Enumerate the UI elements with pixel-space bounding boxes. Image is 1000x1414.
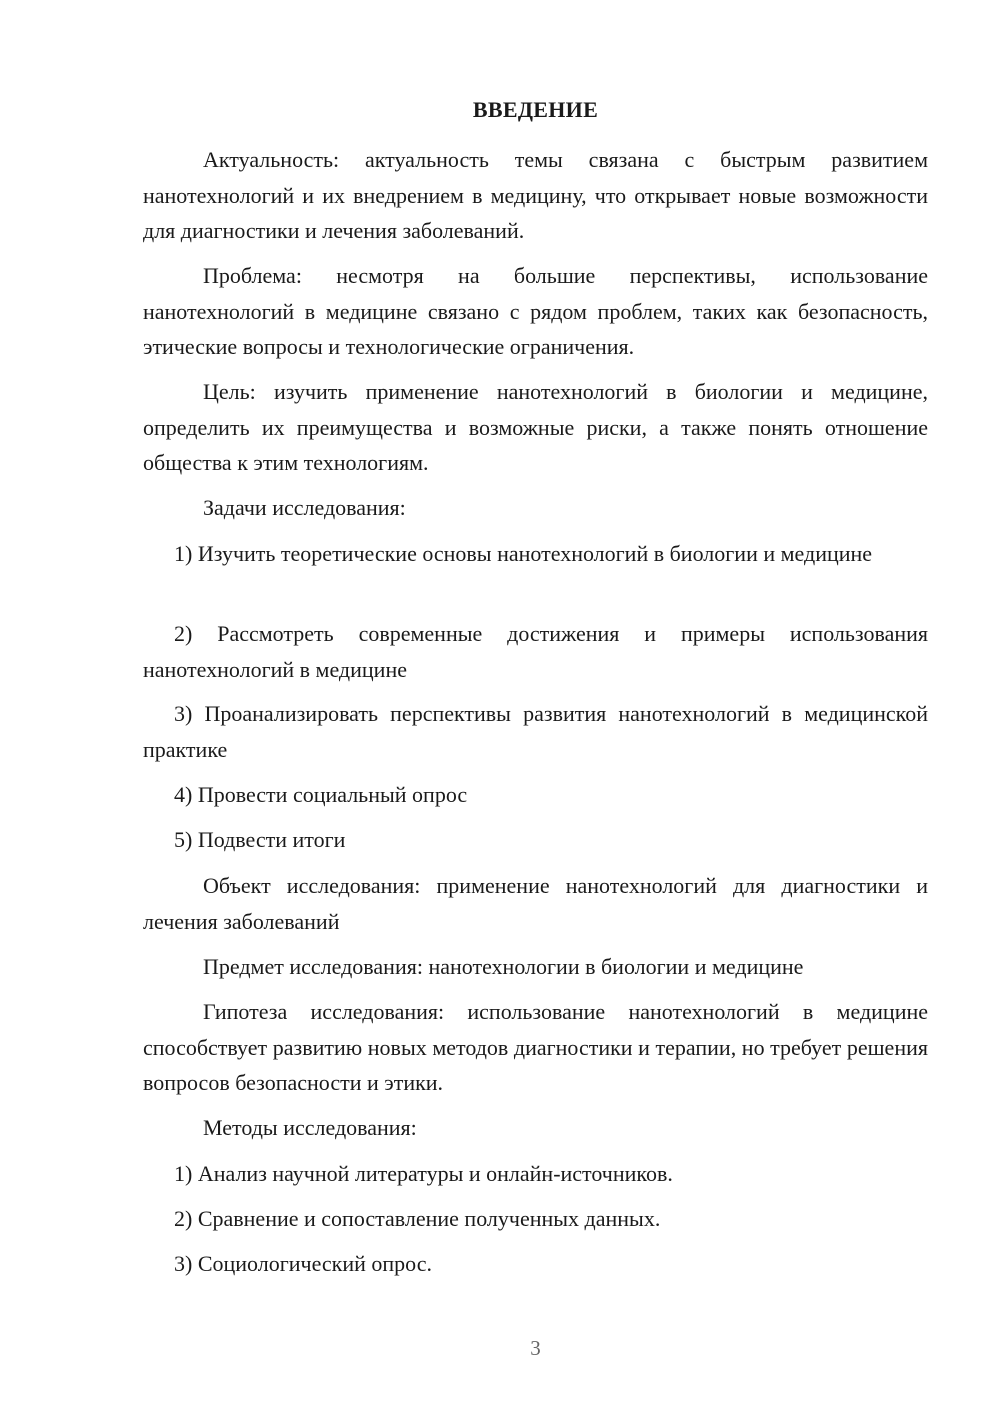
task-item: 3) Проанализировать перспективы развития нанотехнологий в медицинской практике (143, 701, 928, 762)
goal-paragraph: Цель: изучить применение нанотехнологий в биологии и медицине, определить их преимущества и возможные риски, а также понять отношение общества к этим технологиям. (143, 379, 928, 475)
object-paragraph: Объект исследования: применение нанотехнологий для диагностики и лечения заболеваний (143, 873, 928, 934)
problem-paragraph: Проблема: несмотря на большие перспективы, использование нанотехнологий в медицине связано с рядом проблем, таких как безопасность, этические вопросы и технологические ограничения. (143, 263, 928, 359)
method-item: 2) Сравнение и сопоставление полученных данных. (174, 1206, 661, 1231)
page-number: 3 (530, 1336, 541, 1360)
section-title: ВВЕДЕНИЕ (472, 97, 599, 122)
task-item: 4) Провести социальный опрос (174, 782, 468, 807)
tasks-heading: Задачи исследования: (203, 495, 406, 520)
subject-paragraph: Предмет исследования: нанотехнологии в биологии и медицине (203, 954, 804, 979)
methods-heading: Методы исследования: (203, 1115, 417, 1140)
relevance-paragraph: Актуальность: актуальность темы связана с быстрым развитием нанотехнологий и их внедрением в медицину, что открывает новые возможности для диагностики и лечения заболеваний. (143, 147, 928, 243)
method-item: 1) Анализ научной литературы и онлайн-источников. (174, 1161, 673, 1186)
task-item: 5) Подвести итоги (174, 827, 346, 852)
task-item: 2) Рассмотреть современные достижения и примеры использования нанотехнологий в медицине (143, 621, 928, 682)
hypothesis-paragraph: Гипотеза исследования: использование нанотехнологий в медицине способствует развитию новых методов диагностики и терапии, но требует решения вопросов безопасности и этики. (143, 999, 928, 1095)
task-item: 1) Изучить теоретические основы нанотехнологий в биологии и медицине (174, 541, 873, 566)
method-item: 3) Социологический опрос. (174, 1251, 432, 1276)
